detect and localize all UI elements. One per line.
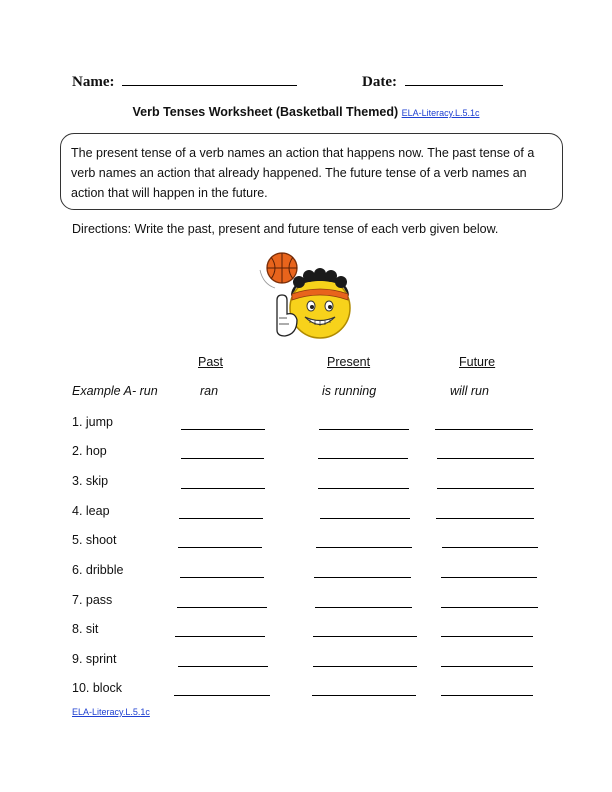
verb-row: [0, 533, 612, 553]
name-label: Name:: [72, 74, 115, 90]
future-blank[interactable]: [437, 458, 534, 459]
verb-row: [0, 622, 612, 642]
column-present: Present: [327, 355, 371, 369]
smiley-spinning-basketball-icon: [255, 248, 365, 340]
verb-label: 4. leap: [72, 504, 110, 518]
present-blank[interactable]: [313, 636, 417, 637]
past-blank[interactable]: [181, 458, 264, 459]
future-blank[interactable]: [441, 666, 533, 667]
past-blank[interactable]: [174, 695, 270, 696]
directions-text: Directions: Write the past, present and future tense of each verb given below.: [72, 222, 499, 236]
example-future: will run: [450, 384, 489, 398]
verb-label: 6. dribble: [72, 563, 124, 577]
present-blank[interactable]: [315, 607, 412, 608]
future-blank[interactable]: [442, 547, 538, 548]
future-blank[interactable]: [441, 636, 533, 637]
future-blank[interactable]: [441, 695, 533, 696]
date-label: Date:: [362, 74, 397, 90]
past-blank[interactable]: [181, 488, 265, 489]
title-text: Verb Tenses Worksheet (Basketball Themed): [132, 105, 399, 119]
verb-label: 10. block: [72, 681, 123, 695]
intro-box: [60, 133, 563, 210]
example-past: ran: [200, 384, 219, 398]
verb-row: [0, 652, 612, 672]
date-blank[interactable]: [405, 71, 503, 86]
present-blank[interactable]: [316, 547, 412, 548]
date-field: [362, 71, 503, 91]
past-blank[interactable]: [175, 636, 265, 637]
past-blank[interactable]: [178, 547, 262, 548]
verb-label: 8. sit: [72, 622, 99, 636]
verb-row: [0, 593, 612, 613]
example-row: [0, 384, 612, 404]
example-present: is running: [322, 384, 377, 398]
past-blank[interactable]: [178, 666, 268, 667]
past-blank[interactable]: [181, 429, 265, 430]
verb-row: [0, 474, 612, 494]
verb-row: [0, 563, 612, 583]
verb-label: 7. pass: [72, 593, 113, 607]
future-blank[interactable]: [441, 607, 538, 608]
standard-link[interactable]: ELA-Literacy.L.5.1c: [401, 108, 480, 118]
worksheet-title: [0, 105, 612, 119]
verb-label: 2. hop: [72, 444, 107, 458]
name-field: [72, 71, 297, 91]
verb-label: 5. shoot: [72, 533, 117, 547]
past-blank[interactable]: [177, 607, 267, 608]
future-blank[interactable]: [441, 577, 537, 578]
verb-row: [0, 444, 612, 464]
past-blank[interactable]: [180, 577, 264, 578]
footer-standard-link[interactable]: ELA-Literacy.L.5.1c: [72, 707, 150, 717]
future-blank[interactable]: [435, 429, 533, 430]
verb-row: [0, 415, 612, 435]
present-blank[interactable]: [314, 577, 411, 578]
column-future: Future: [459, 355, 496, 369]
intro-text: The present tense of a verb names an action that happens now. The past tense of a verb names an action that already happened. The future tense of a verb names an action that will happen in the future.: [71, 146, 535, 200]
future-blank[interactable]: [436, 518, 534, 519]
present-blank[interactable]: [318, 488, 409, 489]
verb-label: 9. sprint: [72, 652, 117, 666]
present-blank[interactable]: [312, 695, 416, 696]
future-blank[interactable]: [437, 488, 534, 489]
verb-label: 3. skip: [72, 474, 109, 488]
verb-label: 1. jump: [72, 415, 113, 429]
column-past: Past: [198, 355, 224, 369]
example-label: Example A- run: [72, 384, 158, 398]
verb-row: [0, 504, 612, 524]
present-blank[interactable]: [319, 429, 409, 430]
past-blank[interactable]: [179, 518, 263, 519]
verb-row: [0, 681, 612, 701]
present-blank[interactable]: [320, 518, 410, 519]
name-blank[interactable]: [122, 71, 297, 86]
present-blank[interactable]: [313, 666, 417, 667]
present-blank[interactable]: [318, 458, 408, 459]
